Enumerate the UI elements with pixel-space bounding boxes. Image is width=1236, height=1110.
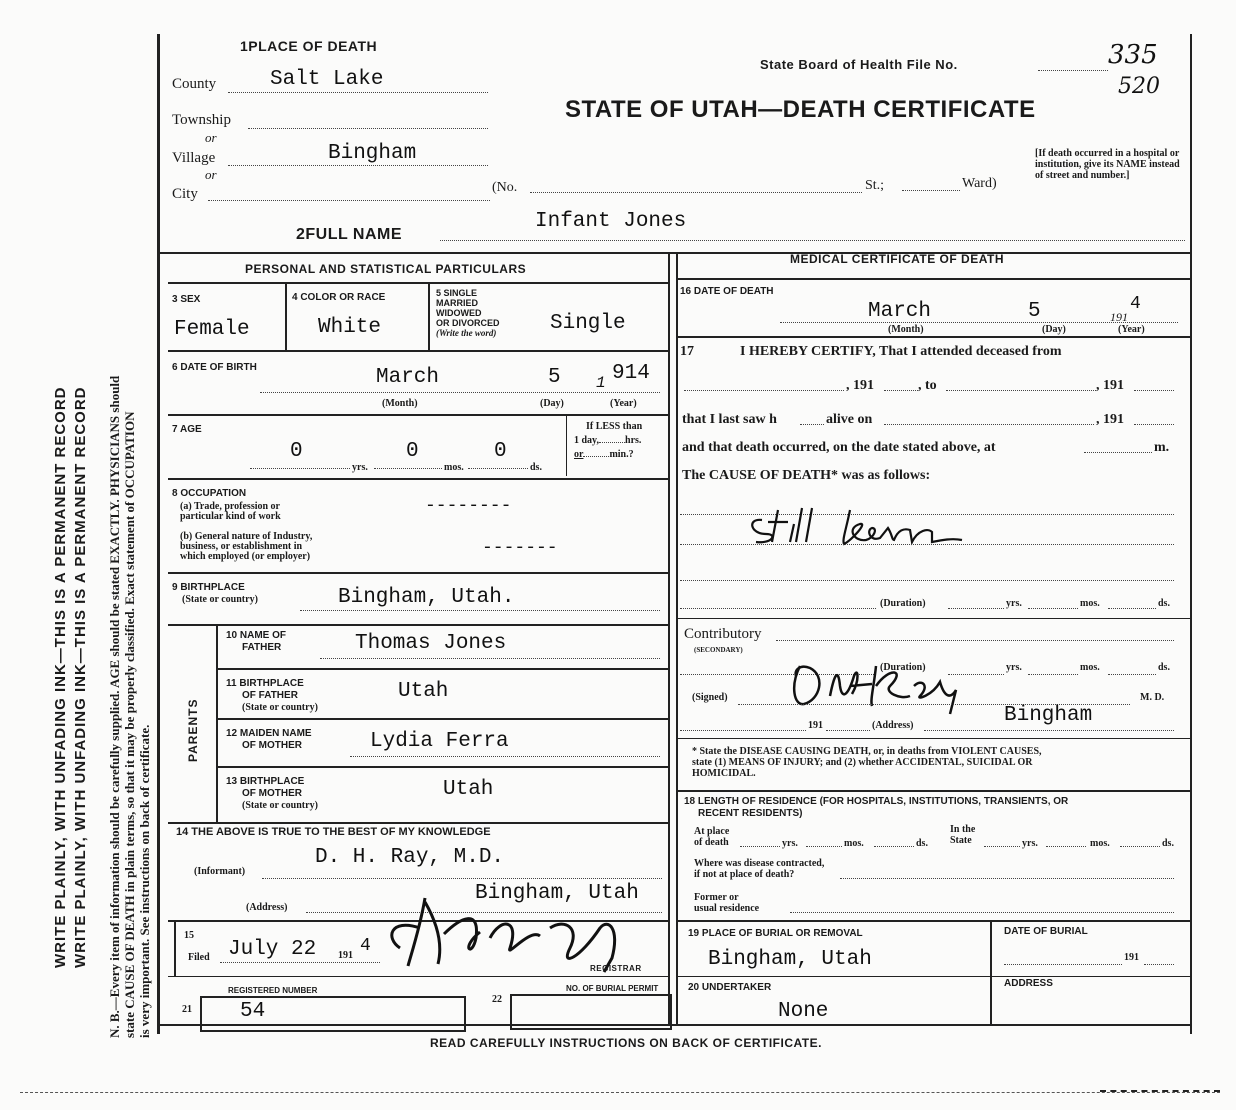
column-divider-right (676, 252, 678, 1024)
registrar-signature (380, 888, 660, 974)
dod-year: 4 (1130, 294, 1141, 314)
cause-duration-label: (Duration) (880, 598, 926, 609)
ward-label: Ward) (962, 176, 997, 191)
dob-year-prefix: 1 (596, 374, 606, 392)
full-name-label: 2FULL NAME (296, 226, 403, 243)
informant-heading: 14 THE ABOVE IS TRUE TO THE BEST OF MY KNOWLEDGE (176, 826, 491, 838)
registrar-label: REGISTRAR (590, 964, 642, 973)
file-no-value: 335 (1108, 40, 1158, 70)
side-note-3: is very important. See instructions on back of certificate. (137, 724, 152, 1038)
filed-value: July 22 (228, 938, 317, 961)
medical-heading: MEDICAL CERTIFICATE OF DEATH (790, 252, 1004, 266)
burial-place-label: 19 PLACE OF BURIAL OR REMOVAL (688, 928, 863, 939)
disease-contracted-label: Where was disease contracted, if not at place of death? (694, 858, 825, 880)
bottom-dash-line (20, 1092, 1220, 1093)
informant-address-label: (Address) (246, 902, 288, 913)
birthplace-value: Bingham, Utah. (338, 586, 515, 609)
father-birthplace-value: Utah (398, 680, 449, 703)
former-residence-label: Former or usual residence (694, 892, 760, 914)
residence-place-label: At place of death (694, 826, 730, 848)
color-value: White (318, 316, 382, 339)
mother-label: 12 MAIDEN NAME OF MOTHER (226, 728, 312, 751)
dob-month: March (376, 366, 440, 389)
certificate-title: STATE OF UTAH—DEATH CERTIFICATE (565, 96, 1036, 123)
informant-address-value: Bingham, Utah (475, 882, 639, 905)
form-right-border (1190, 34, 1192, 1034)
dod-label: 16 DATE OF DEATH (680, 286, 774, 297)
registered-number-value: 54 (240, 1000, 266, 1023)
age-months: 0 (406, 440, 419, 463)
village-value: Bingham (328, 142, 417, 165)
cause-of-death-label: The CAUSE OF DEATH* was as follows: (682, 468, 931, 483)
marital-labels: 5 SINGLE MARRIED WIDOWED OR DIVORCED (Write the word) (436, 288, 500, 338)
residence-state-label: In the State (950, 824, 976, 846)
occupation-b-value: ------- (482, 538, 558, 558)
marital-value: Single (550, 312, 626, 335)
column-divider-left (668, 252, 670, 1024)
occupation-label: 8 OCCUPATION (172, 488, 247, 499)
signed-label: (Signed) (692, 692, 728, 703)
father-label: 10 NAME OF FATHER (226, 630, 287, 653)
file-no-label: State Board of Health File No. (760, 57, 958, 72)
age-label: 7 AGE (172, 424, 202, 435)
burial-date-label: DATE OF BURIAL (1004, 926, 1088, 937)
side-note-2: state CAUSE OF DEATH in plain terms, so that it may be properly classified. Exact statement of OCCUPATION (122, 411, 137, 1038)
full-name-value: Infant Jones (535, 210, 687, 233)
mother-birthplace-value: Utah (443, 778, 494, 801)
rule-under-header (157, 252, 1191, 254)
certify-line-3: and that death occurred, on the date stated above, at (682, 440, 996, 455)
personal-heading: PERSONAL AND STATISTICAL PARTICULARS (245, 262, 527, 276)
informant-label: (Informant) (194, 866, 246, 877)
dod-month: March (868, 300, 932, 323)
form-left-border (157, 34, 160, 1034)
county-value: Salt Lake (270, 68, 384, 91)
side-record-line-2: WRITE PLAINLY, WITH UNFADING INK—THIS IS A PERMANENT RECORD (72, 386, 89, 968)
sex-value: Female (174, 318, 250, 341)
father-birthplace-label: 11 BIRTHPLACE OF FATHER (State or country) (226, 678, 318, 713)
occupation-a-label: (a) Trade, profession or particular kind of work (180, 501, 281, 522)
place-of-death-label: 1PLACE OF DEATH (240, 38, 378, 54)
certify-line-2: that I last saw h (682, 412, 777, 427)
or-label-1: or (205, 130, 217, 145)
dob-month-caption: (Month) (382, 398, 418, 409)
village-label: Village (172, 150, 216, 166)
dob-year: 914 (612, 362, 650, 385)
sex-label: 3 SEX (172, 294, 201, 305)
certify-line-1: I HEREBY CERTIFY, That I attended deceased from (740, 344, 1062, 359)
burial-permit-box (510, 994, 672, 1030)
dob-label: 6 DATE OF BIRTH (172, 362, 257, 373)
occupation-a-value: -------- (425, 496, 512, 516)
registered-number-label: REGISTERED NUMBER (228, 986, 318, 995)
residence-heading: 18 LENGTH OF RESIDENCE (FOR HOSPITALS, INSTITUTIONS, TRANSIENTS, OR RECENT RESIDENTS) (684, 796, 1069, 819)
informant-value: D. H. Ray, M.D. (315, 846, 505, 869)
physician-address: Bingham (1004, 704, 1093, 727)
color-label: 4 COLOR OR RACE (292, 292, 386, 303)
age-days: 0 (494, 440, 507, 463)
side-note-1: N. B.—Every item of information should be carefully supplied. AGE should be stated EXACTLY. PHYSICIANS should (107, 375, 122, 1038)
cause-footnote: * State the DISEASE CAUSING DEATH, or, in deaths from VIOLENT CAUSES, state (1) MEANS OF INJURY; and (2) whether ACCIDENTAL, SUICIDAL OR HOMICIDAL. (692, 746, 1042, 779)
age-years: 0 (290, 440, 303, 463)
undertaker-label: 20 UNDERTAKER (688, 982, 772, 993)
less-than-day: If LESS than 1 day, hrs. or min.? (574, 421, 643, 460)
physician-signature (780, 656, 980, 716)
street-label: St.; (865, 178, 885, 193)
hospital-note: [If death occurred in a hospital or institution, give its NAME instead of street and number.] (1035, 148, 1180, 181)
or-label-2: or (205, 167, 217, 182)
contributory-label: Contributory (684, 626, 762, 642)
filed-label: Filed (188, 952, 210, 963)
footer-instructions: READ CAREFULLY INSTRUCTIONS ON BACK OF CERTIFICATE. (430, 1036, 822, 1050)
contributory-duration-label: (Duration) (880, 662, 926, 673)
undertaker-value: None (778, 1000, 829, 1023)
city-label: City (172, 186, 198, 202)
dod-day: 5 (1028, 300, 1041, 323)
dob-day-caption: (Day) (540, 398, 564, 409)
birthplace-label: 9 BIRTHPLACE (172, 582, 245, 593)
dob-day: 5 (548, 366, 561, 389)
burial-permit-label: NO. OF BURIAL PERMIT (566, 984, 659, 993)
township-label: Township (172, 112, 231, 128)
mother-birthplace-label: 13 BIRTHPLACE OF MOTHER (State or country) (226, 776, 318, 811)
filed-year: 4 (360, 936, 371, 956)
mother-value: Lydia Ferra (370, 730, 509, 753)
father-value: Thomas Jones (355, 632, 507, 655)
street-no-label: (No. (492, 180, 518, 195)
undertaker-address-label: ADDRESS (1004, 978, 1053, 989)
county-label: County (172, 76, 217, 92)
cause-of-death-handwriting (742, 500, 982, 550)
side-record-line-1: WRITE PLAINLY, WITH UNFADING INK—THIS IS A PERMANENT RECORD (52, 386, 69, 968)
birthplace-sub: (State or country) (182, 594, 258, 605)
burial-place-value: Bingham, Utah (708, 948, 872, 971)
parents-label: PARENTS (186, 698, 200, 762)
dob-year-caption: (Year) (610, 398, 637, 409)
occupation-b-label: (b) General nature of Industry, business, or establishment in which employed (or employer) (180, 531, 313, 562)
file-no-secondary: 520 (1118, 74, 1160, 99)
